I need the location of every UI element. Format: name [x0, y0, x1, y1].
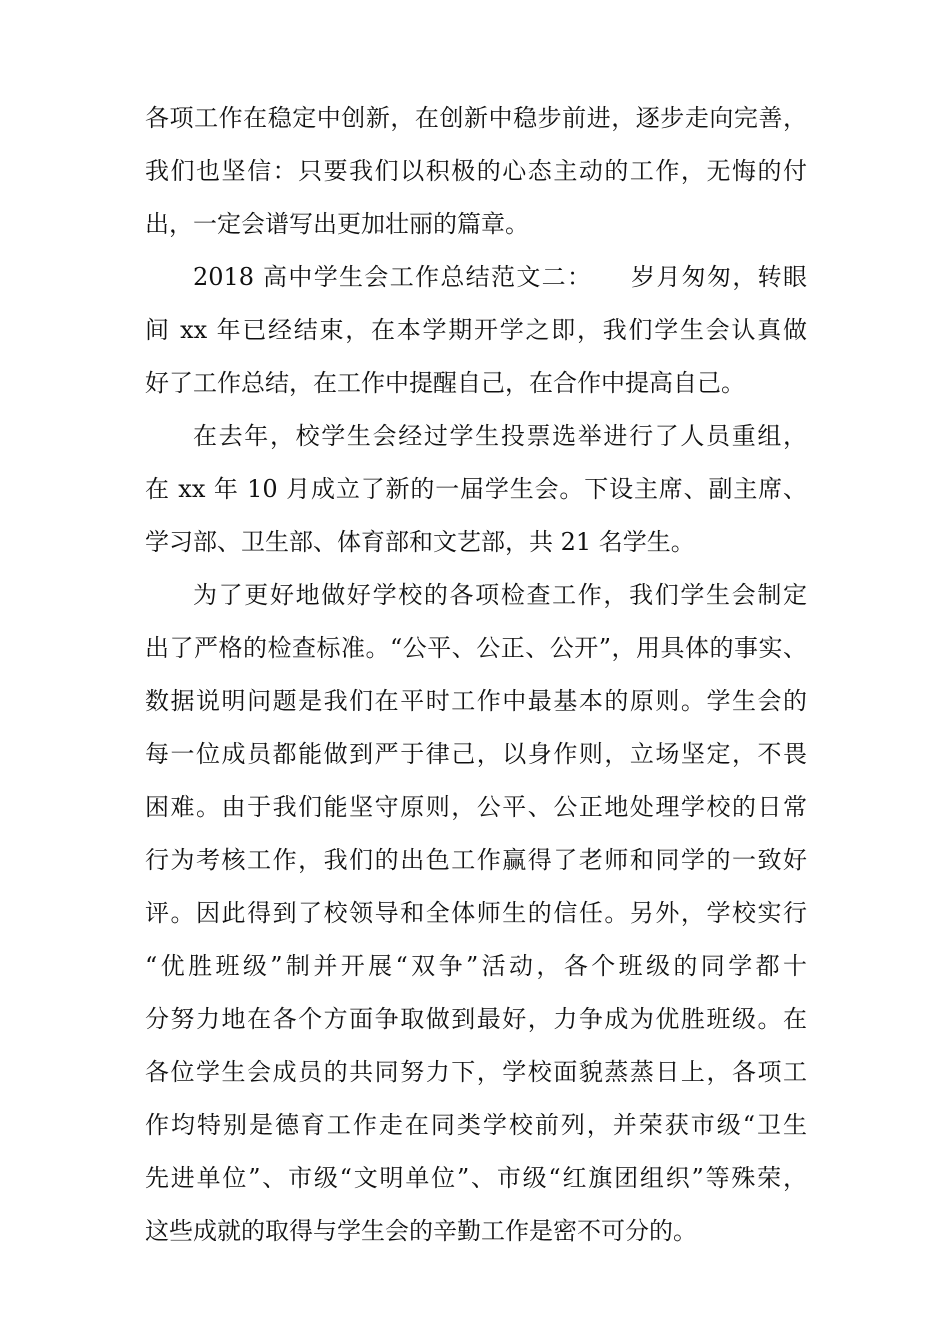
text-line: 在 xx 年 10 月成立了新的一届学生会。下设主席、副主席、	[145, 475, 807, 503]
text-line: 好了工作总结，在工作中提醒自己，在合作中提高自己。	[145, 369, 745, 397]
text-line: 各项工作在稳定中创新，在创新中稳步前进，逐步走向完善，	[145, 104, 807, 132]
document-body	[145, 92, 807, 1258]
text-line: 分努力地在各个方面争取做到最好，力争成为优胜班级。在	[145, 1005, 807, 1033]
text-line: 在去年，校学生会经过学生投票选举进行了人员重组，	[193, 422, 807, 450]
text-line: 先进单位”、市级“文明单位”、市级“红旗团组织”等殊荣，	[145, 1164, 807, 1192]
paragraph-2	[145, 251, 807, 410]
text-line: 困难。由于我们能坚守原则，公平、公正地处理学校的日常	[145, 793, 807, 821]
text-line: 数据说明问题是我们在平时工作中最基本的原则。学生会的	[145, 687, 807, 715]
text-line: 为了更好地做好学校的各项检查工作，我们学生会制定	[193, 581, 807, 609]
paragraph-1	[145, 92, 807, 251]
text-line: 我们也坚信：只要我们以积极的心态主动的工作，无悔的付	[145, 157, 807, 185]
text-line: 每一位成员都能做到严于律己，以身作则，立场坚定，不畏	[145, 740, 807, 768]
paragraph-3	[145, 410, 807, 569]
text-line: 评。因此得到了校领导和全体师生的信任。另外，学校实行	[145, 899, 807, 927]
text-line: 学习部、卫生部、体育部和文艺部，共 21 名学生。	[145, 528, 695, 556]
text-line: 间 xx 年已经结束，在本学期开学之即，我们学生会认真做	[145, 316, 807, 344]
text-line: 2018 高中学生会工作总结范文二： 岁月匆匆，转眼	[193, 263, 807, 291]
text-line: 出了严格的检查标准。“公平、公正、公开”，用具体的事实、	[145, 634, 807, 662]
text-line: 这些成就的取得与学生会的辛勤工作是密不可分的。	[145, 1217, 697, 1245]
paragraph-4	[145, 569, 807, 1258]
text-line: 行为考核工作，我们的出色工作赢得了老师和同学的一致好	[145, 846, 807, 874]
text-line: 各位学生会成员的共同努力下，学校面貌蒸蒸日上，各项工	[145, 1058, 807, 1086]
text-line: “优胜班级”制并开展“双争”活动，各个班级的同学都十	[145, 952, 807, 980]
text-line: 作均特别是德育工作走在同类学校前列，并荣获市级“卫生	[145, 1111, 807, 1139]
text-line: 出，一定会谱写出更加壮丽的篇章。	[145, 210, 529, 238]
